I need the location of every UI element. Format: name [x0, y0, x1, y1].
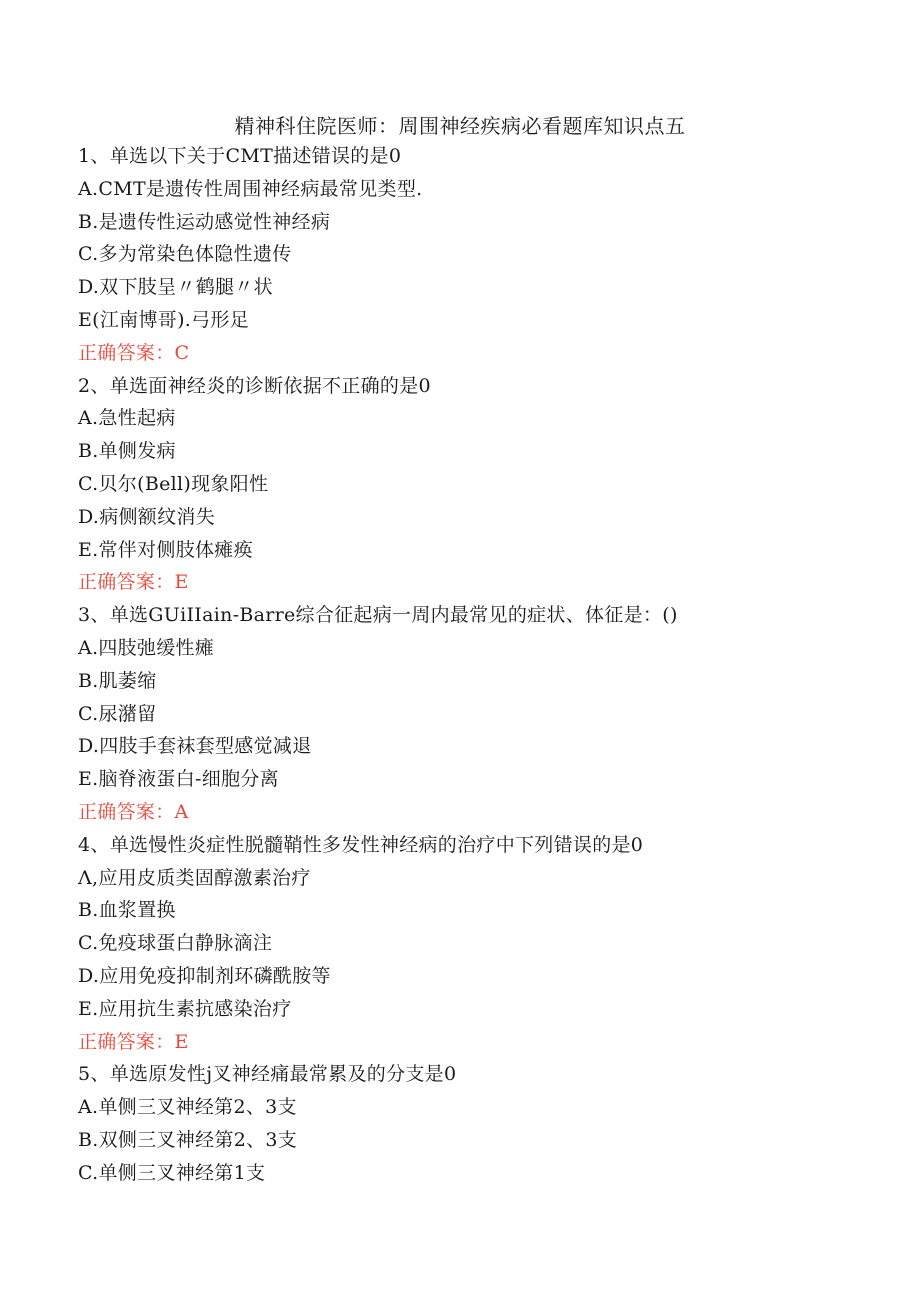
question-2-text: 2、单选面神经炎的诊断依据不正确的是0 — [78, 374, 431, 397]
question-4-option-d: D.应用免疫抑制剂环磷酰胺等 — [78, 964, 331, 987]
question-3-text: 3、单选GUiIIain-Barre综合征起病一周内最常见的症状、体征是：() — [78, 604, 678, 627]
question-5-text: 5、单选原发性j叉神经痛最常累及的分支是0 — [78, 1063, 457, 1086]
question-4-answer: 正确答案：E — [78, 1030, 189, 1053]
question-2-option-d: D.病侧额纹消失 — [78, 505, 215, 528]
question-5-option-c: C.单侧三叉神经第1支 — [78, 1161, 266, 1184]
question-3-option-c: C.尿潴留 — [78, 702, 157, 725]
question-3-option-e: E.脑脊液蛋白-细胞分离 — [78, 768, 279, 791]
question-3-option-d: D.四肢手套袜套型感觉减退 — [78, 735, 312, 758]
question-list — [78, 140, 878, 1190]
question-5-option-b: B.双侧三叉神经第2、3支 — [78, 1128, 298, 1151]
question-4-text: 4、单选慢性炎症性脱髓鞘性多发性神经病的治疗中下列错误的是0 — [78, 833, 644, 856]
question-3-option-b: B.肌萎缩 — [78, 669, 157, 692]
question-4-option-b: B.血浆置换 — [78, 899, 176, 922]
question-1-option-c: C.多为常染色体隐性遗传 — [78, 243, 292, 266]
question-2-option-a: A.急性起病 — [78, 407, 176, 430]
question-4-option-e: E.应用抗生素抗感染治疗 — [78, 997, 292, 1020]
question-5-option-a: A.单侧三叉神经第2、3支 — [78, 1096, 297, 1119]
question-4-option-c: C.免疫球蛋白静脉滴注 — [78, 932, 273, 955]
question-1-option-e: E(江南博哥).弓形足 — [78, 308, 250, 331]
question-1-text: 1、单选以下关于CMT描述错误的是0 — [78, 145, 402, 167]
question-1-answer: 正确答案：C — [78, 341, 190, 364]
question-2-answer: 正确答案：E — [78, 571, 189, 594]
question-1-option-d: D.双下肢呈〃鹤腿〃状 — [78, 276, 273, 299]
question-1-option-b: B.是遗传性运动感觉性神经病 — [78, 210, 331, 233]
question-4-option-a: Λ,应用皮质类固醇激素治疗 — [78, 866, 311, 889]
question-2-option-c: C.贝尔(Bell)现象阳性 — [78, 472, 269, 495]
question-2-option-b: B.单侧发病 — [78, 440, 176, 463]
question-1-option-a: A.CMT是遗传性周围神经病最常见类型. — [78, 177, 423, 200]
question-2-option-e: E.常伴对侧肢体瘫痪 — [78, 538, 253, 561]
question-3-answer: 正确答案：A — [78, 800, 189, 823]
page-title: 精神科住院医师：周围神经疾病必看题库知识点五 — [234, 114, 686, 138]
question-3-option-a: A.四肢弛缓性瘫 — [78, 636, 215, 659]
